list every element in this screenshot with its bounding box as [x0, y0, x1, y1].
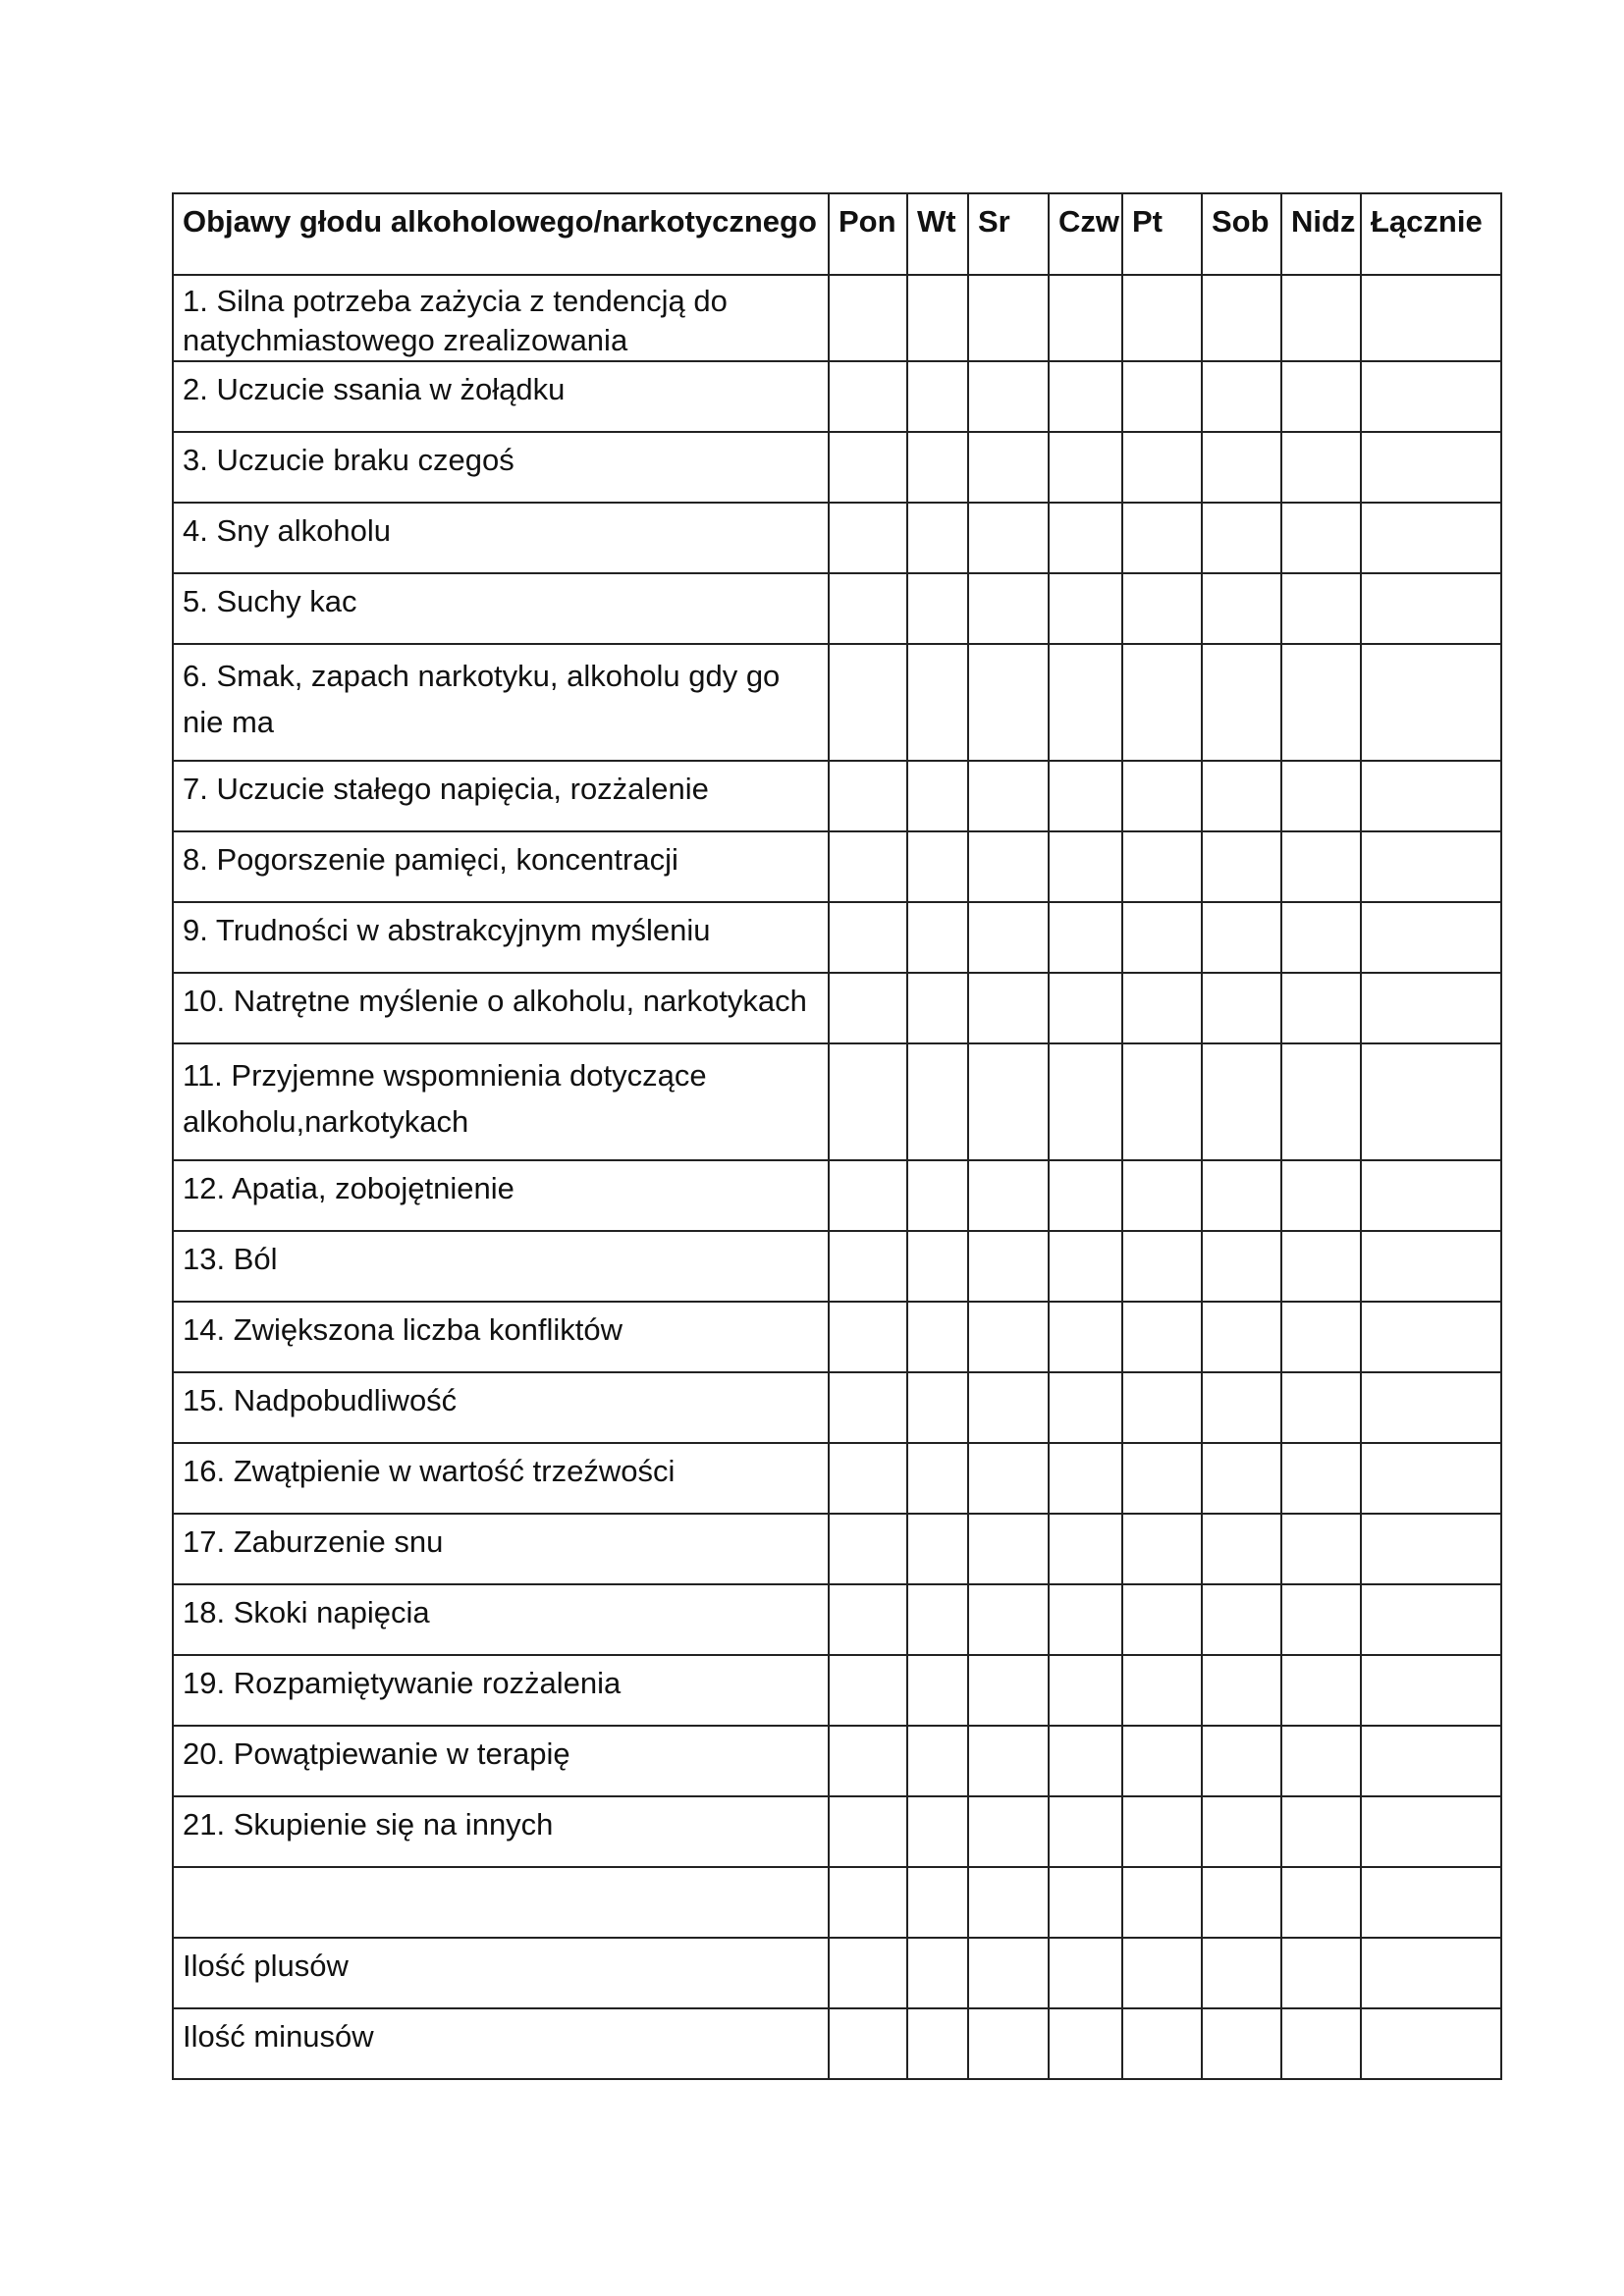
day-cell[interactable] [1049, 1231, 1122, 1302]
day-cell[interactable] [829, 761, 907, 831]
day-cell[interactable] [1049, 1726, 1122, 1796]
day-cell[interactable] [1049, 902, 1122, 973]
day-cell[interactable] [968, 1726, 1049, 1796]
day-cell[interactable] [1281, 1302, 1361, 1372]
day-cell[interactable] [1281, 1867, 1361, 1938]
day-cell[interactable] [1281, 361, 1361, 432]
day-cell[interactable] [968, 1231, 1049, 1302]
total-cell[interactable] [1361, 1867, 1501, 1938]
total-cell[interactable] [1361, 1655, 1501, 1726]
day-cell[interactable] [1122, 1726, 1202, 1796]
total-cell[interactable] [1361, 361, 1501, 432]
table-row [173, 1514, 1501, 1584]
day-cell[interactable] [907, 1938, 968, 2008]
day-cell[interactable] [1202, 973, 1281, 1043]
total-cell[interactable] [1361, 1796, 1501, 1867]
day-cell[interactable] [907, 761, 968, 831]
day-cell[interactable] [829, 1655, 907, 1726]
day-cell[interactable] [1122, 1043, 1202, 1160]
day-cell[interactable] [1122, 1443, 1202, 1514]
header-sat: Sob [1202, 193, 1281, 275]
total-cell[interactable] [1361, 1302, 1501, 1372]
table-row [173, 1796, 1501, 1867]
symptom-label: 17. Zaburzenie snu [173, 1514, 829, 1584]
day-cell[interactable] [1049, 761, 1122, 831]
day-cell[interactable] [1122, 1514, 1202, 1584]
header-total: Łącznie [1361, 193, 1501, 275]
day-cell[interactable] [1049, 361, 1122, 432]
day-cell[interactable] [1202, 831, 1281, 902]
total-cell[interactable] [1361, 573, 1501, 644]
day-cell[interactable] [829, 1443, 907, 1514]
symptom-label: 10. Natrętne myślenie o alkoholu, narkotykach [173, 973, 829, 1043]
table-row [173, 432, 1501, 503]
day-cell[interactable] [1281, 503, 1361, 573]
symptom-label: 20. Powątpiewanie w terapię [173, 1726, 829, 1796]
day-cell[interactable] [1281, 1160, 1361, 1231]
day-cell[interactable] [1122, 432, 1202, 503]
symptom-label: 9. Trudności w abstrakcyjnym myśleniu [173, 902, 829, 973]
day-cell[interactable] [1122, 1655, 1202, 1726]
day-cell[interactable] [1049, 1372, 1122, 1443]
total-cell[interactable] [1361, 1938, 1501, 2008]
day-cell[interactable] [829, 503, 907, 573]
day-cell[interactable] [1281, 1443, 1361, 1514]
symptom-label: 19. Rozpamiętywanie rozżalenia [173, 1655, 829, 1726]
day-cell[interactable] [1122, 1867, 1202, 1938]
day-cell[interactable] [968, 2008, 1049, 2079]
table-row [173, 1372, 1501, 1443]
symptom-label: 14. Zwiększona liczba konfliktów [173, 1302, 829, 1372]
day-cell[interactable] [1202, 1514, 1281, 1584]
day-cell[interactable] [1202, 1043, 1281, 1160]
day-cell[interactable] [829, 644, 907, 761]
day-cell[interactable] [1049, 2008, 1122, 2079]
day-cell[interactable] [968, 1302, 1049, 1372]
day-cell[interactable] [1202, 902, 1281, 973]
table-row [173, 902, 1501, 973]
day-cell[interactable] [1049, 1302, 1122, 1372]
day-cell[interactable] [1049, 1938, 1122, 2008]
total-cell[interactable] [1361, 1514, 1501, 1584]
day-cell[interactable] [1281, 1726, 1361, 1796]
table-row [173, 1443, 1501, 1514]
table-row [173, 1867, 1501, 1938]
day-cell[interactable] [1281, 973, 1361, 1043]
table-row [173, 761, 1501, 831]
day-cell[interactable] [968, 432, 1049, 503]
table-row [173, 361, 1501, 432]
table-row [173, 644, 1501, 761]
day-cell[interactable] [1281, 902, 1361, 973]
symptom-label: 8. Pogorszenie pamięci, koncentracji [173, 831, 829, 902]
day-cell[interactable] [1281, 831, 1361, 902]
table-row [173, 973, 1501, 1043]
day-cell[interactable] [907, 432, 968, 503]
day-cell[interactable] [907, 1514, 968, 1584]
symptom-label: 1. Silna potrzeba zażycia z tendencją do natychmiastowego zrealizowania [173, 275, 829, 361]
day-cell[interactable] [829, 902, 907, 973]
day-cell[interactable] [1281, 573, 1361, 644]
day-cell[interactable] [907, 644, 968, 761]
day-cell[interactable] [1281, 1043, 1361, 1160]
table-row [173, 831, 1501, 902]
day-cell[interactable] [1202, 1938, 1281, 2008]
table-row [173, 573, 1501, 644]
day-cell[interactable] [829, 2008, 907, 2079]
symptom-label: 21. Skupienie się na innych [173, 1796, 829, 1867]
day-cell[interactable] [968, 1584, 1049, 1655]
day-cell[interactable] [907, 831, 968, 902]
day-cell[interactable] [1049, 1160, 1122, 1231]
day-cell[interactable] [907, 902, 968, 973]
day-cell[interactable] [1049, 973, 1122, 1043]
day-cell[interactable] [1202, 644, 1281, 761]
day-cell[interactable] [1202, 1726, 1281, 1796]
day-cell[interactable] [829, 1867, 907, 1938]
day-cell[interactable] [1049, 1796, 1122, 1867]
day-cell[interactable] [1281, 1514, 1361, 1584]
day-cell[interactable] [829, 973, 907, 1043]
day-cell[interactable] [1202, 1372, 1281, 1443]
day-cell[interactable] [968, 1372, 1049, 1443]
day-cell[interactable] [1049, 503, 1122, 573]
table-row [173, 1231, 1501, 1302]
day-cell[interactable] [829, 1938, 907, 2008]
total-cell[interactable] [1361, 1443, 1501, 1514]
day-cell[interactable] [907, 1584, 968, 1655]
day-cell[interactable] [1049, 432, 1122, 503]
day-cell[interactable] [968, 1443, 1049, 1514]
day-cell[interactable] [1202, 361, 1281, 432]
header-tue: Wt [907, 193, 968, 275]
symptom-label: 6. Smak, zapach narkotyku, alkoholu gdy go nie ma [173, 644, 829, 761]
day-cell[interactable] [968, 1938, 1049, 2008]
day-cell[interactable] [907, 1867, 968, 1938]
total-cell[interactable] [1361, 503, 1501, 573]
symptom-label: 2. Uczucie ssania w żołądku [173, 361, 829, 432]
table-row [173, 275, 1501, 361]
day-cell[interactable] [1049, 644, 1122, 761]
day-cell[interactable] [968, 761, 1049, 831]
day-cell[interactable] [907, 973, 968, 1043]
day-cell[interactable] [1122, 973, 1202, 1043]
day-cell[interactable] [968, 573, 1049, 644]
day-cell[interactable] [968, 1160, 1049, 1231]
day-cell[interactable] [1202, 275, 1281, 361]
day-cell[interactable] [968, 503, 1049, 573]
day-cell[interactable] [1049, 1043, 1122, 1160]
symptom-label: 18. Skoki napięcia [173, 1584, 829, 1655]
total-cell[interactable] [1361, 1043, 1501, 1160]
day-cell[interactable] [1202, 1655, 1281, 1726]
day-cell[interactable] [1122, 573, 1202, 644]
day-cell[interactable] [1122, 902, 1202, 973]
day-cell[interactable] [907, 573, 968, 644]
day-cell[interactable] [1122, 1160, 1202, 1231]
day-cell[interactable] [1281, 275, 1361, 361]
table-row [173, 1584, 1501, 1655]
day-cell[interactable] [1202, 1302, 1281, 1372]
day-cell[interactable] [1202, 1584, 1281, 1655]
day-cell[interactable] [1202, 1867, 1281, 1938]
day-cell[interactable] [907, 1443, 968, 1514]
table-row [173, 1302, 1501, 1372]
symptom-label: Ilość minusów [173, 2008, 829, 2079]
symptom-label: 12. Apatia, zobojętnienie [173, 1160, 829, 1231]
day-cell[interactable] [1202, 1160, 1281, 1231]
symptom-label: 5. Suchy kac [173, 573, 829, 644]
day-cell[interactable] [829, 1796, 907, 1867]
day-cell[interactable] [968, 831, 1049, 902]
day-cell[interactable] [1122, 503, 1202, 573]
total-cell[interactable] [1361, 432, 1501, 503]
header-thu: Czw [1049, 193, 1122, 275]
total-cell[interactable] [1361, 1160, 1501, 1231]
day-cell[interactable] [1281, 1655, 1361, 1726]
total-cell[interactable] [1361, 644, 1501, 761]
total-cell[interactable] [1361, 1726, 1501, 1796]
symptom-label: Ilość plusów [173, 1938, 829, 2008]
day-cell[interactable] [1281, 761, 1361, 831]
day-cell[interactable] [1281, 1584, 1361, 1655]
table-row [173, 1043, 1501, 1160]
table-row [173, 1160, 1501, 1231]
day-cell[interactable] [1202, 432, 1281, 503]
day-cell[interactable] [907, 1160, 968, 1231]
day-cell[interactable] [907, 503, 968, 573]
day-cell[interactable] [1122, 2008, 1202, 2079]
day-cell[interactable] [1281, 2008, 1361, 2079]
symptom-label: 13. Ból [173, 1231, 829, 1302]
day-cell[interactable] [1122, 831, 1202, 902]
symptom-label: 3. Uczucie braku czegoś [173, 432, 829, 503]
day-cell[interactable] [829, 1302, 907, 1372]
day-cell[interactable] [1122, 1372, 1202, 1443]
table-row [173, 503, 1501, 573]
day-cell[interactable] [1281, 1231, 1361, 1302]
day-cell[interactable] [907, 275, 968, 361]
day-cell[interactable] [1049, 831, 1122, 902]
symptom-label: 11. Przyjemne wspomnienia dotyczące alkoholu,narkotykach [173, 1043, 829, 1160]
day-cell[interactable] [829, 831, 907, 902]
day-cell[interactable] [968, 1796, 1049, 1867]
day-cell[interactable] [907, 1796, 968, 1867]
day-cell[interactable] [829, 1514, 907, 1584]
day-cell[interactable] [1281, 1938, 1361, 2008]
day-cell[interactable] [1281, 644, 1361, 761]
day-cell[interactable] [1202, 1796, 1281, 1867]
day-cell[interactable] [1049, 573, 1122, 644]
craving-symptoms-table [172, 192, 1502, 2080]
day-cell[interactable] [968, 361, 1049, 432]
total-cell[interactable] [1361, 902, 1501, 973]
header-symptoms: Objawy głodu alkoholowego/narkotycznego [173, 193, 829, 275]
day-cell[interactable] [1049, 1867, 1122, 1938]
header-row [173, 193, 1501, 275]
day-cell[interactable] [829, 1726, 907, 1796]
day-cell[interactable] [829, 432, 907, 503]
total-cell[interactable] [1361, 1231, 1501, 1302]
day-cell[interactable] [1281, 1796, 1361, 1867]
day-cell[interactable] [1122, 1938, 1202, 2008]
total-cell[interactable] [1361, 761, 1501, 831]
day-cell[interactable] [1202, 573, 1281, 644]
day-cell[interactable] [1281, 432, 1361, 503]
day-cell[interactable] [907, 1302, 968, 1372]
symptom-label [173, 1867, 829, 1938]
day-cell[interactable] [1122, 761, 1202, 831]
day-cell[interactable] [1122, 275, 1202, 361]
day-cell[interactable] [1049, 275, 1122, 361]
day-cell[interactable] [1049, 1655, 1122, 1726]
table-row [173, 1938, 1501, 2008]
day-cell[interactable] [907, 1231, 968, 1302]
day-cell[interactable] [1122, 361, 1202, 432]
total-cell[interactable] [1361, 1372, 1501, 1443]
header-wed: Sr [968, 193, 1049, 275]
day-cell[interactable] [829, 573, 907, 644]
day-cell[interactable] [968, 1043, 1049, 1160]
day-cell[interactable] [829, 1231, 907, 1302]
day-cell[interactable] [968, 644, 1049, 761]
day-cell[interactable] [1049, 1443, 1122, 1514]
day-cell[interactable] [1202, 1443, 1281, 1514]
header-mon: Pon [829, 193, 907, 275]
day-cell[interactable] [829, 361, 907, 432]
table-row [173, 1655, 1501, 1726]
day-cell[interactable] [829, 275, 907, 361]
day-cell[interactable] [1202, 761, 1281, 831]
total-cell[interactable] [1361, 1584, 1501, 1655]
symptom-label: 16. Zwątpienie w wartość trzeźwości [173, 1443, 829, 1514]
day-cell[interactable] [968, 1514, 1049, 1584]
day-cell[interactable] [968, 1867, 1049, 1938]
day-cell[interactable] [829, 1372, 907, 1443]
total-cell[interactable] [1361, 831, 1501, 902]
day-cell[interactable] [1122, 1302, 1202, 1372]
day-cell[interactable] [1281, 1372, 1361, 1443]
symptom-label: 15. Nadpobudliwość [173, 1372, 829, 1443]
table-row [173, 1726, 1501, 1796]
day-cell[interactable] [1049, 1514, 1122, 1584]
total-cell[interactable] [1361, 2008, 1501, 2079]
day-cell[interactable] [829, 1043, 907, 1160]
day-cell[interactable] [968, 1655, 1049, 1726]
day-cell[interactable] [1202, 1231, 1281, 1302]
day-cell[interactable] [1122, 1584, 1202, 1655]
day-cell[interactable] [1202, 2008, 1281, 2079]
day-cell[interactable] [1202, 503, 1281, 573]
day-cell[interactable] [1122, 1796, 1202, 1867]
day-cell[interactable] [829, 1160, 907, 1231]
table-row [173, 2008, 1501, 2079]
day-cell[interactable] [829, 1584, 907, 1655]
symptom-label: 7. Uczucie stałego napięcia, rozżalenie [173, 761, 829, 831]
symptom-label: 4. Sny alkoholu [173, 503, 829, 573]
total-cell[interactable] [1361, 275, 1501, 361]
header-sun: Nidz [1281, 193, 1361, 275]
total-cell[interactable] [1361, 973, 1501, 1043]
day-cell[interactable] [907, 1043, 968, 1160]
header-fri: Pt [1122, 193, 1202, 275]
day-cell[interactable] [907, 361, 968, 432]
day-cell[interactable] [1122, 644, 1202, 761]
day-cell[interactable] [1122, 1231, 1202, 1302]
day-cell[interactable] [907, 1655, 968, 1726]
day-cell[interactable] [907, 1726, 968, 1796]
day-cell[interactable] [968, 973, 1049, 1043]
day-cell[interactable] [968, 902, 1049, 973]
day-cell[interactable] [968, 275, 1049, 361]
day-cell[interactable] [907, 2008, 968, 2079]
day-cell[interactable] [1049, 1584, 1122, 1655]
day-cell[interactable] [907, 1372, 968, 1443]
